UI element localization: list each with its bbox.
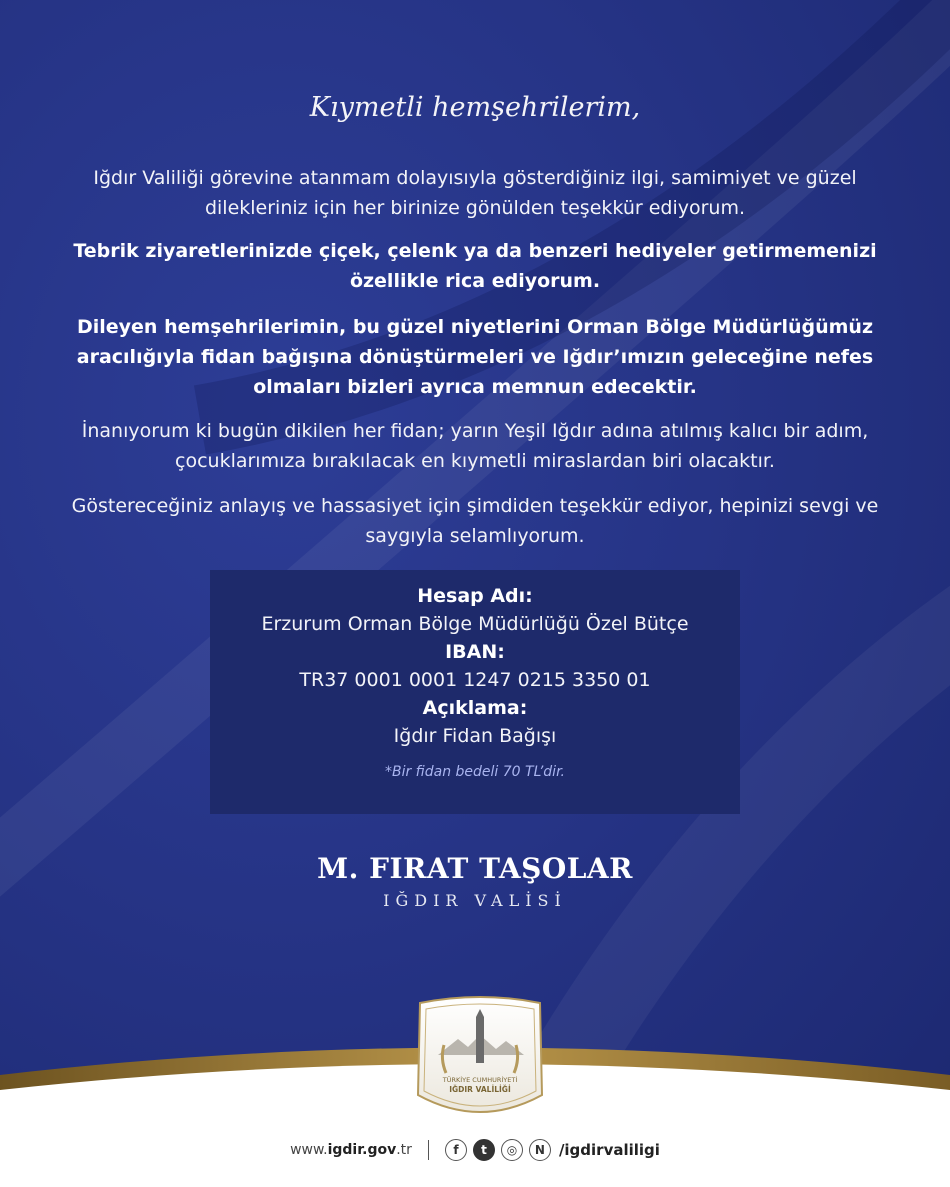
salutation: Kıymetli hemşehrilerim, — [309, 92, 641, 123]
thanks-paragraph: Iğdır Valiliği görevine atanmam dolayısıyla gösterdiğiniz ilgi, samimiyet ve güzel dilekleriniz için her birinize gönülden teşekkür ediyorum. — [93, 167, 857, 219]
bank-info-box — [210, 570, 740, 814]
emblem-line1: TÜRKİYE CUMHURİYETİ — [442, 1076, 518, 1084]
donation-paragraph: Dileyen hemşehrilerimin, bu güzel niyetlerini Orman Bölge Müdürlüğümüz aracılığıyla fidan bağışına dönüştürmeleri ve Iğdır’ımızın geleceğine nefes olmaları bizleri ayrıca memnun edecektir. — [76, 316, 874, 398]
facebook-icon[interactable]: f — [445, 1139, 467, 1161]
emblem-line2: IĞDIR VALİLİĞİ — [449, 1085, 511, 1094]
social-handle[interactable]: /igdirvaliligi — [558, 1141, 660, 1159]
description-value: Iğdır Fidan Bağışı — [393, 725, 557, 747]
sapling-paragraph: İnanıyorum ki bugün dikilen her fidan; yarın Yeşil Iğdır adına atılmış kalıcı bir adım, çocuklarımıza bırakılacak en kıymetli miraslardan biri olacaktır. — [81, 420, 869, 472]
closing-paragraph: Göstereceğiniz anlayış ve hassasiyet için şimdiden teşekkür ediyor, hepinizi sevgi ve saygıyla selamlıyorum. — [71, 495, 879, 547]
instagram-icon[interactable]: ◎ — [501, 1139, 523, 1161]
nsosyal-icon[interactable]: N — [529, 1139, 551, 1161]
iban-label: IBAN: — [445, 641, 505, 663]
account-name-value: Erzurum Orman Bölge Müdürlüğü Özel Bütçe — [261, 613, 689, 635]
signature-name: M. FIRAT TAŞOLAR — [317, 852, 633, 885]
website-link[interactable]: www.igdir.gov.tr — [290, 1142, 412, 1158]
governorship-emblem — [410, 995, 550, 1123]
footer-bar — [0, 1135, 950, 1165]
sapling-price-note: *Bir fidan bedeli 70 TL’dir. — [384, 764, 565, 780]
description-label: Açıklama: — [422, 697, 528, 719]
iban-value: TR37 0001 0001 1247 0215 3350 01 — [299, 669, 651, 691]
account-name-label: Hesap Adı: — [417, 585, 533, 607]
twitter-icon[interactable]: t — [473, 1139, 495, 1161]
signature-title: IĞDIR VALİSİ — [383, 891, 567, 910]
request-paragraph: Tebrik ziyaretlerinizde çiçek, çelenk ya da benzeri hediyeler getirmemenizi özellikle rica ediyorum. — [73, 240, 877, 292]
footer-divider — [428, 1140, 429, 1160]
